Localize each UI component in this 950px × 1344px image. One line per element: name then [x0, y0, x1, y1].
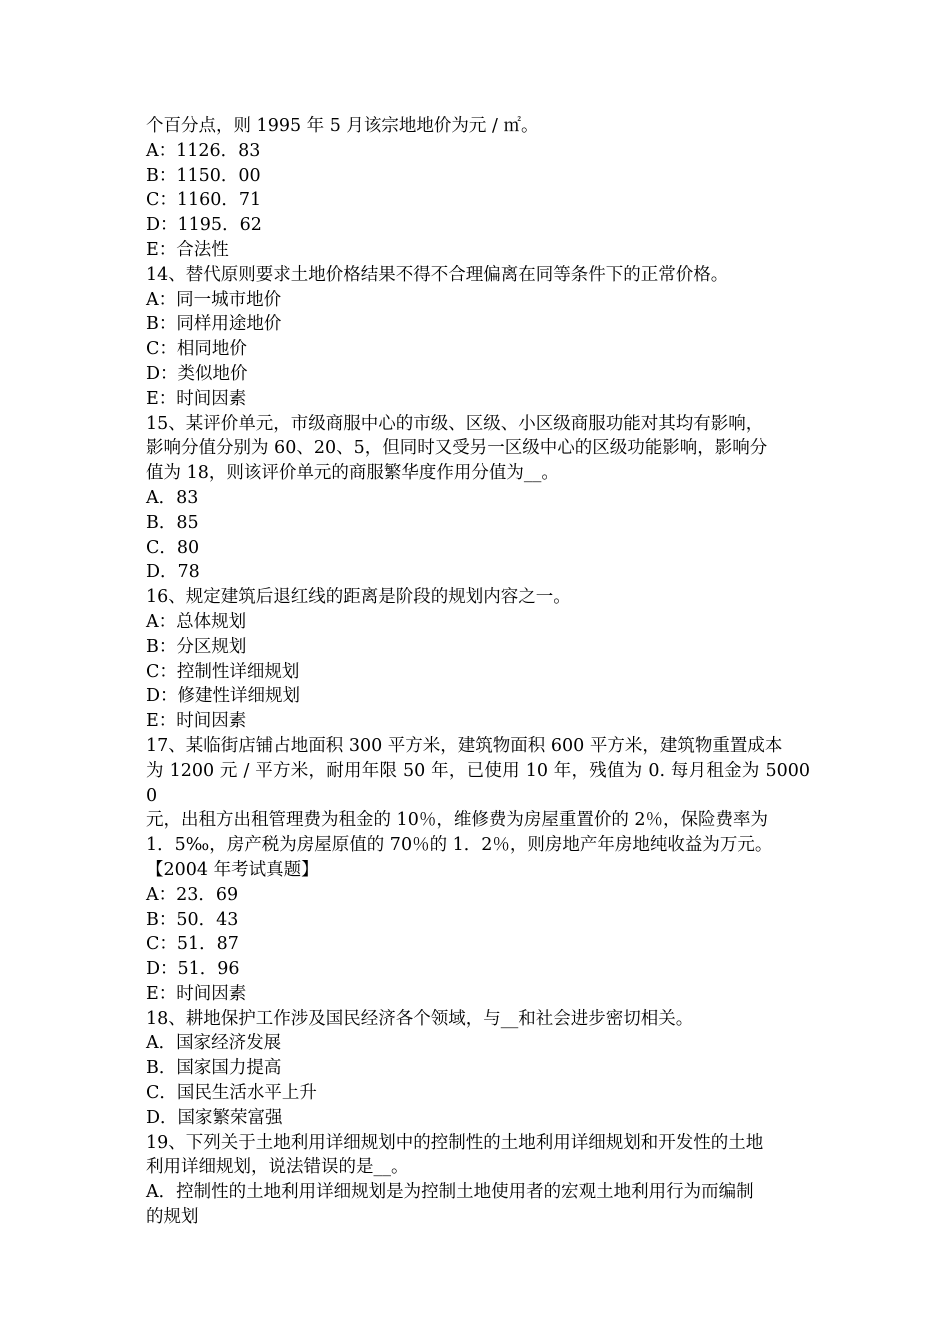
question-15: 15、某评价单元，市级商服中心的市级、区级、小区级商服功能对其均有影响，: [146, 413, 764, 434]
question-19: 19、下列关于土地利用详细规划中的控制性的土地利用详细规划和开发性的土地: [146, 1132, 764, 1153]
option-line: E：时间因素: [146, 711, 247, 732]
option-line: C．80: [146, 537, 200, 558]
question-19-cont: 利用详细规划，说法错误的是__。: [146, 1157, 409, 1178]
question-16: 16、规定建筑后退红线的距离是阶段的规划内容之一。: [146, 587, 571, 608]
question-15-cont: 影响分值分别为 60、20、5，但同时又受另一区级中心的区级功能影响，影响分: [146, 438, 768, 459]
question-15-cont: 值为 18，则该评价单元的商服繁华度作用分值为__。: [146, 463, 559, 484]
option-line: C：控制性详细规划: [146, 661, 300, 682]
option-line: A：23．69: [146, 884, 239, 905]
option-line: B：1150．00: [146, 165, 261, 186]
question-18: 18、耕地保护工作涉及国民经济各个领域，与__和社会进步密切相关。: [146, 1008, 694, 1029]
option-line: D：类似地价: [146, 363, 248, 384]
option-line: A：同一城市地价: [146, 289, 282, 310]
option-line: B．国家国力提高: [146, 1058, 282, 1079]
option-line: C：相同地价: [146, 339, 247, 360]
text-line: 个百分点，则 1995 年 5 月该宗地地价为元 / ㎡。: [146, 116, 539, 136]
option-line: A：1126．83: [146, 140, 261, 161]
option-line: B：50．43: [146, 909, 239, 930]
option-line: C．国民生活水平上升: [146, 1083, 317, 1104]
question-17: 17、某临街店铺占地面积 300 平方米，建筑物面积 600 平方米，建筑物重置成本: [146, 735, 783, 756]
question-17-cont: 1．5‰，房产税为房屋原值的 70％的 1．2％，则房地产年房地纯收益为万元。: [146, 835, 773, 856]
option-line: A．83: [146, 487, 199, 508]
option-line: A．控制性的土地利用详细规划是为控制土地使用者的宏观土地利用行为而编制: [146, 1182, 754, 1203]
option-line: E：时间因素: [146, 983, 247, 1004]
option-line-cont: 的规划: [146, 1207, 199, 1228]
option-line: B．85: [146, 512, 199, 533]
option-line: D：修建性详细规划: [146, 686, 301, 707]
option-line: A．国家经济发展: [146, 1033, 282, 1054]
document-page: [146, 114, 810, 1230]
option-line: B：分区规划: [146, 636, 247, 657]
option-line: B：同样用途地价: [146, 314, 282, 335]
option-line: A：总体规划: [146, 611, 247, 632]
option-line: D．78: [146, 562, 200, 583]
exam-source-note: 【2004 年考试真题】: [146, 859, 319, 880]
question-17-cont: 为 1200 元 / 平方米，耐用年限 50 年，已使用 10 年，残值为 0. 每月租金为 50000: [146, 760, 810, 806]
question-14: 14、替代原则要求土地价格结果不得不合理偏离在同等条件下的正常价格。: [146, 264, 729, 285]
option-line: E：合法性: [146, 239, 229, 260]
option-line: E：时间因素: [146, 388, 247, 409]
option-line: C：1160．71: [146, 190, 262, 211]
option-line: D：1195．62: [146, 215, 262, 236]
question-17-cont: 元，出租方出租管理费为租金的 10％，维修费为房屋重置价的 2％，保险费率为: [146, 810, 769, 831]
option-line: D．国家繁荣富强: [146, 1107, 283, 1128]
option-line: C：51．87: [146, 934, 239, 955]
option-line: D：51．96: [146, 959, 240, 980]
